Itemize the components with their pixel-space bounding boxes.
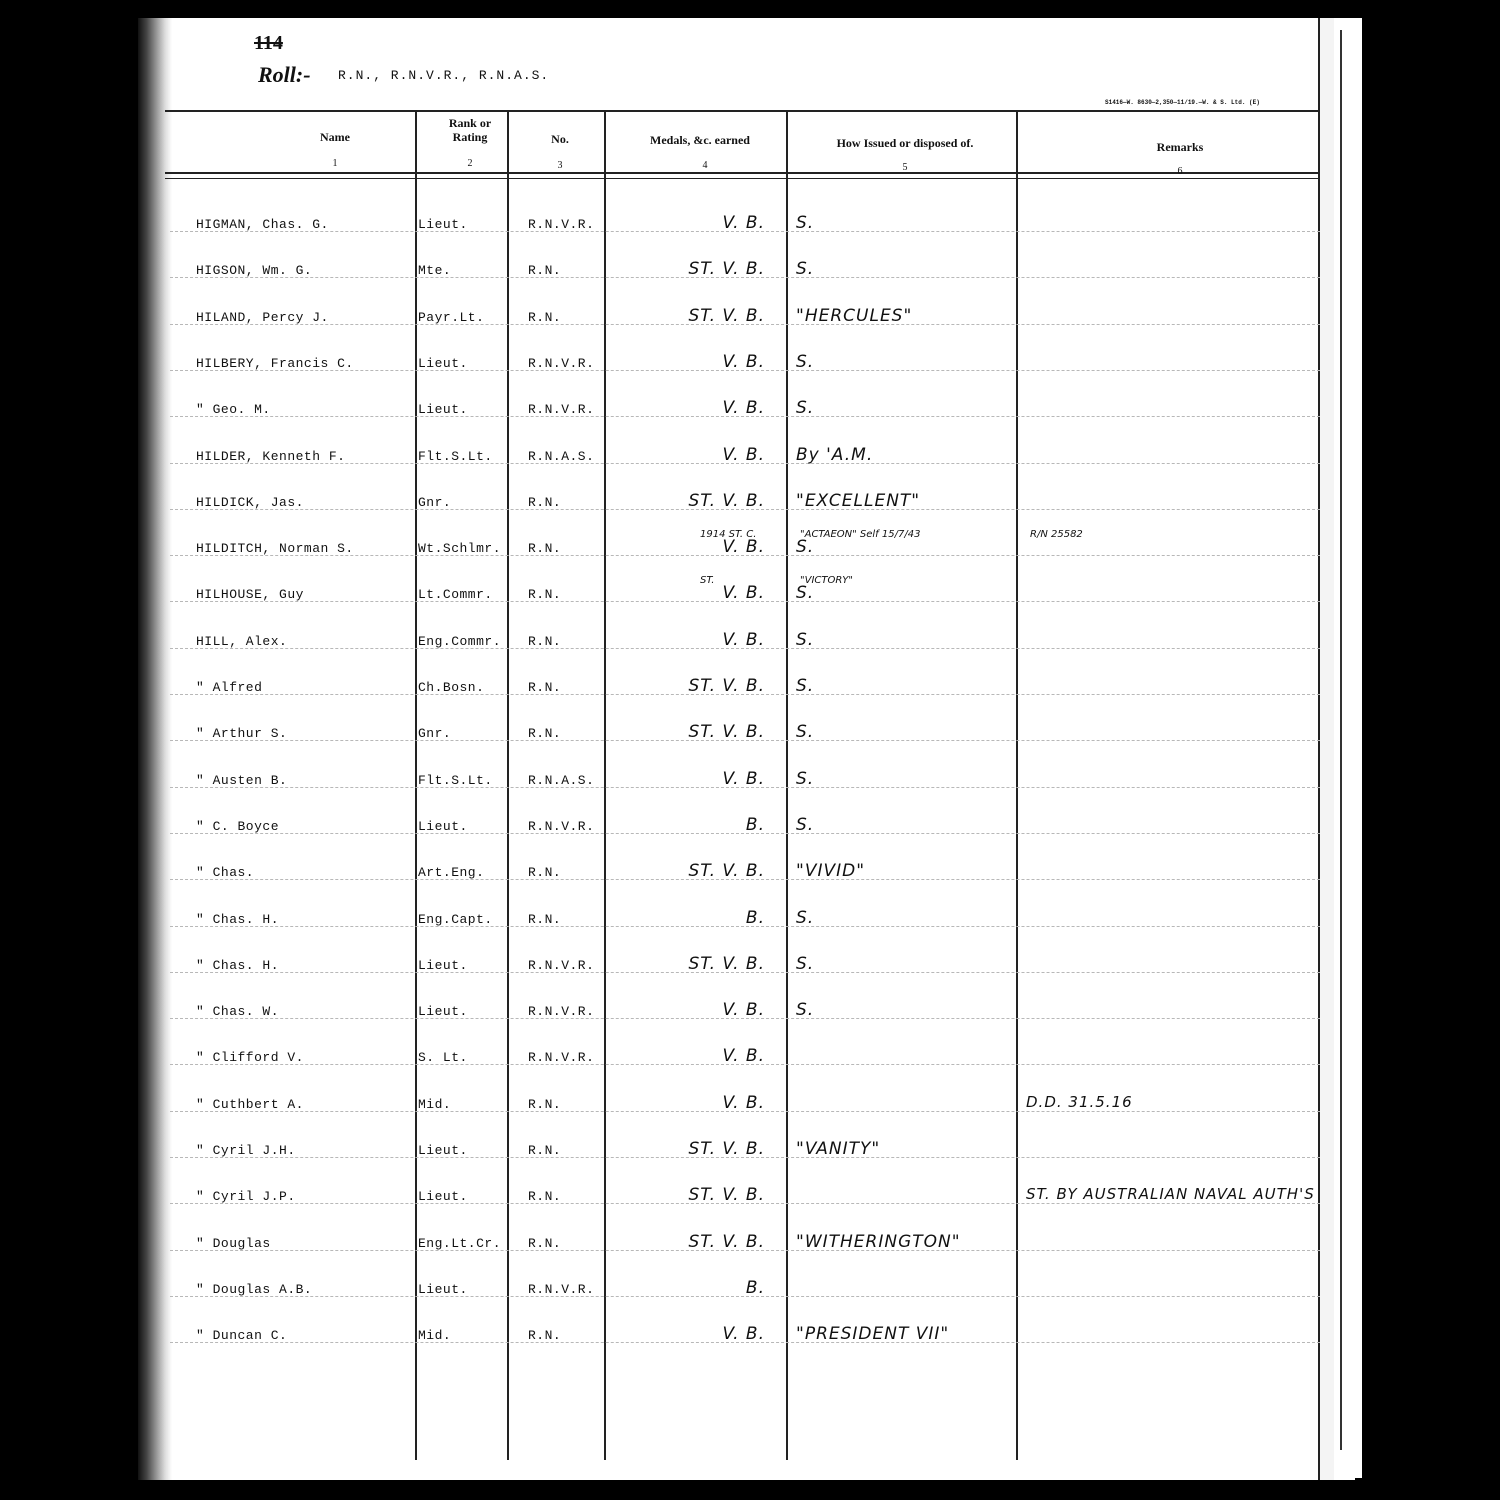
cell-issued: S.: [796, 768, 815, 789]
cell-issued: "VIVID": [796, 861, 866, 882]
table-row: [160, 1270, 1320, 1316]
col-header-no: No.: [551, 132, 569, 146]
cell-medals: V. B.: [722, 629, 765, 650]
cell-name: " Douglas: [196, 1235, 271, 1251]
cell-name: HILDITCH, Norman S.: [196, 541, 354, 557]
cell-rank: Lieut.: [418, 355, 468, 371]
cell-issued: S.: [796, 722, 815, 743]
cell-rank: Eng.Capt.: [418, 911, 493, 927]
table-row: [160, 714, 1320, 760]
cell-issued: S.: [796, 398, 815, 419]
cell-name: " Duncan C.: [196, 1328, 288, 1344]
cell-issued: S.: [796, 213, 815, 233]
cell-issued: S.: [796, 1000, 815, 1021]
cell-name: HILDER, Kenneth F.: [196, 448, 346, 464]
cell-issued: S.: [796, 351, 815, 372]
scan-border-bottom: [0, 1478, 1500, 1500]
table-row: [160, 251, 1320, 297]
cell-issued-note: "ACTAEON" Self 15/7/43: [800, 529, 921, 541]
table-row: [160, 992, 1320, 1038]
cell-rank: Lieut.: [418, 1143, 468, 1158]
cell-medals: V. B.: [722, 1000, 765, 1021]
cell-name: " Chas.: [196, 865, 255, 881]
roll-label: Roll:-: [258, 62, 311, 87]
cell-issued: S.: [796, 907, 815, 928]
cell-issued: "HERCULES": [796, 305, 913, 326]
cell-rank: Ch.Bosn.: [418, 680, 485, 695]
table-row: [160, 437, 1320, 483]
cell-rank: Lieut.: [418, 402, 468, 418]
col-number-name: 1: [332, 158, 338, 169]
cell-name: HILHOUSE, Guy: [196, 587, 304, 603]
cell-no: R.N.: [528, 633, 562, 649]
cell-medals: ST. V. B.: [688, 953, 765, 974]
cell-rank: Eng.Lt.Cr.: [418, 1235, 502, 1251]
cell-issued: By 'A.M.: [796, 444, 874, 465]
cell-no: R.N.A.S.: [528, 772, 595, 788]
table-row: [160, 575, 1320, 621]
cell-name: " Chas. H.: [196, 911, 280, 927]
cell-name: HIGMAN, Chas. G.: [196, 217, 329, 232]
cell-rank: Mid.: [418, 1328, 452, 1344]
table-row: [160, 1131, 1320, 1177]
cell-no: R.N.A.S.: [528, 448, 595, 464]
cell-no: R.N.: [528, 541, 562, 557]
col-number-issued: 5: [902, 162, 908, 173]
cell-no: R.N.V.R.: [528, 355, 595, 371]
cell-medals: V. B.: [722, 1324, 765, 1345]
cell-medals: B.: [745, 814, 765, 835]
cell-no: R.N.V.R.: [528, 1050, 595, 1066]
cell-no: R.N.: [528, 309, 562, 325]
table-row: [160, 622, 1320, 668]
cell-name: HILL, Alex.: [196, 633, 288, 649]
cell-rank: Mte.: [418, 263, 452, 279]
cell-name: " Arthur S.: [196, 726, 288, 742]
cell-issued: S.: [796, 583, 815, 604]
col-number-no: 3: [557, 160, 563, 171]
table-row: [160, 1177, 1320, 1223]
cell-no: R.N.V.R.: [528, 957, 595, 973]
cell-medals-note: 1914 ST. C.: [700, 529, 757, 541]
table-row: [160, 483, 1320, 529]
cell-no: R.N.: [528, 726, 562, 742]
cell-no: R.N.: [528, 1189, 562, 1205]
cell-medals: B.: [745, 1277, 765, 1298]
cell-rank: Eng.Commr.: [418, 633, 502, 649]
cell-remarks: ST. BY AUSTRALIAN NAVAL AUTH'S: [1026, 1185, 1315, 1204]
cell-medals: ST. V. B.: [688, 490, 765, 511]
cell-rank: Lieut.: [418, 1281, 468, 1297]
col-header-rank: Rank or Rating: [448, 116, 492, 144]
cell-issued: "VANITY": [796, 1139, 881, 1159]
cell-medals: ST. V. B.: [688, 1231, 765, 1252]
table-row: [160, 807, 1320, 853]
cell-issued: "PRESIDENT VII": [796, 1324, 950, 1345]
cell-name: " Clifford V.: [196, 1050, 304, 1066]
cell-name: HILBERY, Francis C.: [196, 355, 354, 371]
header-top-rule: [165, 110, 1320, 112]
cell-issued: "EXCELLENT": [796, 490, 921, 511]
cell-name: " Austen B.: [196, 772, 288, 788]
cell-no: R.N.: [528, 494, 562, 510]
cell-rank: Payr.Lt.: [418, 309, 485, 325]
cell-medals: B.: [745, 907, 765, 928]
cell-no: R.N.: [528, 587, 562, 603]
form-code: S1416—W. 8630—2,350—11/19.—W. & S. Ltd. (E): [1105, 99, 1260, 106]
cell-issued: S.: [796, 259, 815, 280]
cell-name: HILAND, Percy J.: [196, 309, 329, 325]
cell-rank: Lt.Commr.: [418, 587, 493, 603]
cell-rank: Lieut.: [418, 1189, 468, 1205]
cell-name: " C. Boyce: [196, 818, 280, 834]
header-bottom-rule-2: [165, 178, 1320, 179]
cell-name: " Geo. M.: [196, 402, 271, 418]
page-number: 114: [254, 32, 283, 54]
scan-border-top: [0, 0, 1500, 18]
table-row: [160, 205, 1320, 251]
cell-no: R.N.: [528, 1328, 562, 1344]
cell-issued: S.: [796, 814, 815, 835]
cell-rank: Gnr.: [418, 726, 452, 742]
cell-medals: V. B.: [722, 768, 765, 789]
cell-no: R.N.: [528, 911, 562, 927]
cell-medals: ST. V. B.: [688, 676, 765, 696]
cell-remarks-note: R/N 25582: [1030, 529, 1083, 541]
cell-no: R.N.V.R.: [528, 217, 595, 232]
col-header-medals: Medals, &c. earned: [650, 133, 750, 147]
cell-rank: Flt.S.Lt.: [418, 772, 493, 788]
cell-no: R.N.: [528, 263, 562, 279]
cell-issued-note: "VICTORY": [800, 575, 854, 587]
cell-issued: S.: [796, 676, 815, 696]
col-header-name: Name: [320, 130, 350, 144]
col-header-issued: How Issued or disposed of.: [836, 136, 974, 150]
col-number-rank: 2: [467, 158, 473, 169]
cell-name: " Alfred: [196, 680, 263, 695]
table-row: [160, 1224, 1320, 1270]
cell-rank: Lieut.: [418, 818, 468, 834]
cell-rank: Lieut.: [418, 957, 468, 973]
cell-rank: Wt.Schlmr.: [418, 541, 502, 557]
cell-medals: V. B.: [722, 351, 765, 372]
cell-rank: Lieut.: [418, 1004, 468, 1020]
table-row: [160, 529, 1320, 575]
cell-medals: V. B.: [722, 583, 765, 604]
header-bottom-rule: [165, 172, 1320, 174]
cell-no: R.N.: [528, 865, 562, 881]
cell-medals: V. B.: [722, 444, 765, 465]
cell-no: R.N.V.R.: [528, 1004, 595, 1020]
cell-medals: V. B.: [722, 537, 765, 558]
cell-medals: V. B.: [722, 1046, 765, 1067]
cell-medals: ST. V. B.: [688, 259, 765, 280]
table-row: [160, 390, 1320, 436]
roll-services: R.N., R.N.V.R., R.N.A.S.: [338, 68, 550, 83]
table-row: [160, 1085, 1320, 1131]
table-row: [160, 668, 1320, 714]
sheet-right-edge: [1318, 18, 1334, 1480]
col-number-medals: 4: [702, 160, 708, 171]
cell-issued: S.: [796, 953, 815, 974]
cell-medals: V. B.: [722, 1092, 765, 1113]
cell-no: R.N.V.R.: [528, 402, 595, 418]
cell-rank: Lieut.: [418, 217, 468, 232]
table-row: [160, 761, 1320, 807]
cell-medals-note: ST.: [700, 575, 715, 587]
cell-no: R.N.: [528, 1143, 562, 1158]
table-row: [160, 1316, 1320, 1362]
cell-name: HILDICK, Jas.: [196, 494, 304, 510]
cell-medals: ST. V. B.: [688, 1185, 765, 1206]
cell-remarks: D.D. 31.5.16: [1026, 1092, 1133, 1111]
cell-issued: S.: [796, 537, 815, 558]
cell-rank: Mid.: [418, 1096, 452, 1112]
cell-medals: V. B.: [722, 398, 765, 419]
table-row: [160, 900, 1320, 946]
cell-issued: "WITHERINGTON": [796, 1231, 961, 1252]
cell-name: " Chas. W.: [196, 1004, 280, 1020]
cell-medals: ST. V. B.: [688, 722, 765, 743]
cell-medals: ST. V. B.: [688, 1139, 765, 1159]
cell-name: HIGSON, Wm. G.: [196, 263, 313, 279]
scan-border-left: [0, 0, 138, 1500]
table-row: [160, 298, 1320, 344]
cell-medals: V. B.: [722, 213, 765, 233]
table-row: [160, 946, 1320, 992]
cell-medals: ST. V. B.: [688, 305, 765, 326]
cell-rank: Gnr.: [418, 494, 452, 510]
cell-rank: Flt.S.Lt.: [418, 448, 493, 464]
cell-no: R.N.V.R.: [528, 1281, 595, 1297]
cell-name: " Cyril J.H.: [196, 1143, 296, 1158]
cell-name: " Cyril J.P.: [196, 1189, 296, 1205]
cell-rank: Art.Eng.: [418, 865, 485, 881]
cell-name: " Chas. H.: [196, 957, 280, 973]
cell-medals: ST. V. B.: [688, 861, 765, 882]
cell-no: R.N.V.R.: [528, 818, 595, 834]
cell-rank: S. Lt.: [418, 1050, 468, 1066]
col-number-remarks: 6: [1177, 166, 1183, 177]
table-row: [160, 853, 1320, 899]
table-row: [160, 344, 1320, 390]
cell-no: R.N.: [528, 1096, 562, 1112]
cell-name: " Douglas A.B.: [196, 1281, 313, 1297]
scan-border-right: [1362, 0, 1500, 1500]
sheet-right-edge-line: [1340, 30, 1342, 1450]
cell-issued: S.: [796, 629, 815, 650]
col-header-remarks: Remarks: [1156, 140, 1204, 154]
cell-no: R.N.: [528, 1235, 562, 1251]
cell-name: " Cuthbert A.: [196, 1096, 304, 1112]
table-row: [160, 1038, 1320, 1084]
cell-no: R.N.: [528, 680, 562, 695]
